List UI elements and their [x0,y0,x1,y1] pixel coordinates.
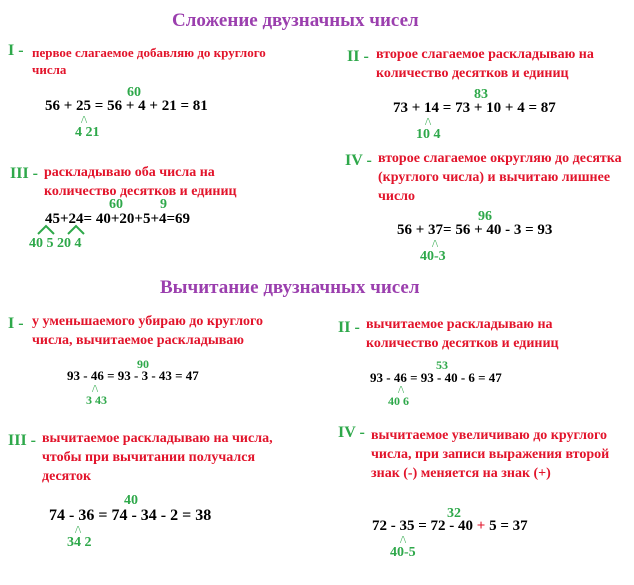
addition-title: Сложение двузначных чисел [172,10,419,31]
addition-method-3-parts: 40 5 20 4 [29,236,82,251]
subtraction-method-1-parts: 3 43 [86,393,107,407]
subtraction-method-4-equation-left: 72 - 35 = 72 - 40 [372,518,474,534]
addition-method-1-parts: 4 21 [75,125,100,140]
addition-method-3-equation: 45+24= 40+20+5+4=69 [45,211,191,227]
subtraction-method-4-equation [372,518,528,535]
addition-method-1-equation: 56 + 25 = 56 + 4 + 21 = 81 [45,98,208,114]
addition-method-2-number: II - [347,48,369,65]
subtraction-method-1-number: I - [8,315,24,332]
addition-method-3-round-tens: 60 [109,197,123,212]
subtraction-method-3-round: 40 [124,493,138,508]
subtraction-method-1-rule: у уменьшаемого убираю до круглого числа, вычитаемое раскладываю [32,314,264,348]
subtraction-method-3-split-mark: /\ [75,524,82,536]
subtraction-method-2-equation: 93 - 46 = 93 - 40 - 6 = 47 [370,370,502,385]
subtraction-method-2-parts: 40 6 [388,394,409,408]
subtraction-method-2-round: 53 [436,358,448,372]
subtraction-method-4-equation-right: 5 = 37 [489,518,528,534]
subtraction-method-3-number: III - [8,432,37,449]
subtraction-method-3-parts: 34 2 [67,535,92,550]
addition-method-2-parts: 10 4 [416,127,441,142]
subtraction-method-1-equation: 93 - 46 = 93 - 3 - 43 = 47 [67,368,199,383]
addition-method-2-split-mark: /\ [425,116,432,128]
subtraction-method-4-rule: вычитаемое увеличиваю до круглого числа, при записи выражения второй знак (-) меняется на знак (+) [371,428,610,481]
addition-method-4-rule: второе слагаемое округляю до десятка (круглого числа) и вычитаю лишнее число [378,151,622,204]
addition-method-2-round: 83 [474,87,488,102]
subtraction-method-3-equation: 74 - 36 = 74 - 34 - 2 = 38 [49,507,212,524]
addition-method-1-rule: первое слагаемое добавляю до круглого числа [32,45,266,77]
addition-method-2-equation: 73 + 14 = 73 + 10 + 4 = 87 [393,100,556,116]
addition-method-3-number: III - [10,165,39,182]
subtraction-method-1-round: 90 [137,357,149,371]
subtraction-method-2-number: II - [338,319,360,336]
addition-method-4-round: 96 [478,209,492,224]
addition-method-4-number: IV - [345,152,372,169]
subtraction-method-4-parts: 40-5 [390,545,416,560]
subtraction-method-2-rule: вычитаемое раскладываю на количество десятков и единиц [366,317,559,351]
subtraction-method-2-split-mark: /\ [398,384,405,396]
subtraction-method-4-split-mark: /\ [400,534,407,546]
subtraction-method-1-split-mark: /\ [92,383,99,395]
subtraction-method-4-plus-sign: + [476,518,486,534]
subtraction-method-4-number: IV - [338,424,365,441]
addition-method-1-round: 60 [127,85,141,100]
addition-method-1-number: I - [8,42,24,59]
subtraction-method-3-rule: вычитаемое раскладываю на числа, чтобы при вычитании получался десяток [42,431,273,484]
addition-method-1-split-mark: /\ [81,114,88,126]
addition-method-4-equation: 56 + 37= 56 + 40 - 3 = 93 [397,222,553,238]
subtraction-method-4-round: 32 [447,506,461,521]
addition-method-2-rule: второе слагаемое раскладываю на количество десятков и единиц [376,47,594,81]
addition-method-3-rule: раскладываю оба числа на количество десятков и единиц [44,165,237,199]
subtraction-title: Вычитание двузначных чисел [160,277,420,298]
addition-method-3-round-units: 9 [160,197,167,212]
addition-method-4-parts: 40-3 [420,249,446,264]
addition-method-4-split-mark: /\ [432,238,439,250]
